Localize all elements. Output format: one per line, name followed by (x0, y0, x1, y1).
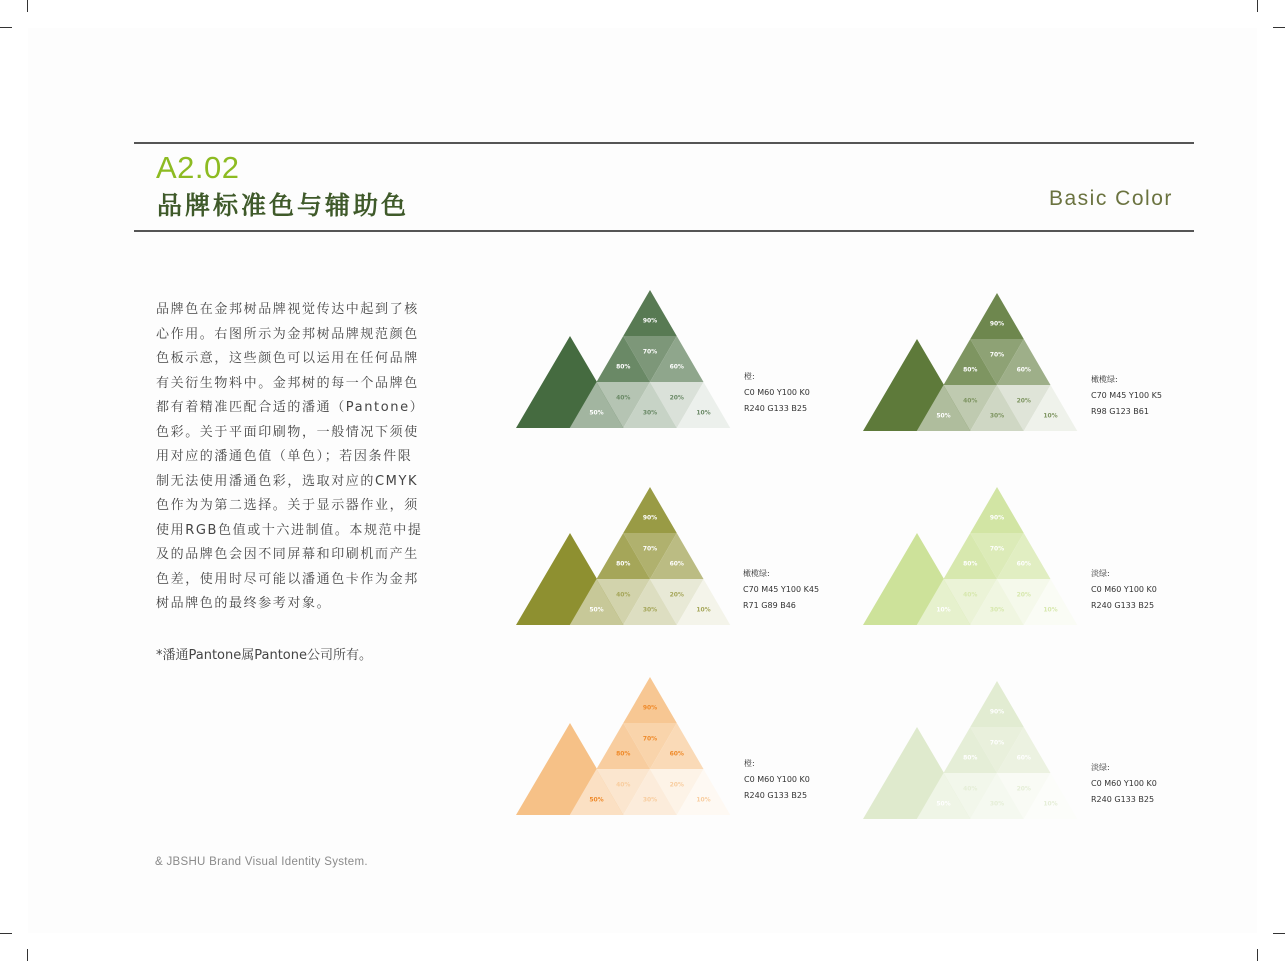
swatch-cmyk: C0 M60 Y100 K0 (744, 775, 810, 784)
tint-pyramid-graphic (516, 677, 736, 817)
swatch-name: 橙: (744, 372, 755, 381)
tint-percentage-label: 60% (1016, 560, 1031, 568)
tint-percentage-label: 40% (616, 394, 631, 402)
tint-percentage-label: 90% (989, 708, 1005, 716)
swatch-name: 淡绿: (1091, 763, 1110, 772)
tint-pyramid-graphic (516, 487, 736, 627)
tint-percentage-label: 90% (989, 514, 1005, 522)
crop-mark (1273, 27, 1285, 28)
swatch-rgb: R98 G123 B61 (1091, 407, 1149, 416)
tint-percentage-label: 30% (989, 800, 1005, 808)
tint-percentage-label: 30% (642, 606, 658, 614)
color-swatch-pale-green (863, 681, 1223, 841)
header-bottom-rule (134, 230, 1194, 232)
tint-percentage-label: 10% (696, 606, 711, 614)
tint-percentage-label: 10% (1043, 606, 1058, 614)
swatch-rgb: R240 G133 B25 (744, 791, 808, 800)
crop-mark (1273, 933, 1285, 934)
swatch-cmyk: C0 M60 Y100 K0 (1091, 585, 1157, 594)
tint-percentage-label: 10% (1043, 800, 1058, 808)
tint-tile (970, 681, 1024, 727)
tint-percentage-label: 90% (642, 317, 658, 325)
tint-percentage-label: 50% (589, 606, 604, 614)
crop-mark (0, 27, 12, 28)
tint-percentage-label: 30% (989, 412, 1005, 420)
tint-percentage-label: 60% (669, 363, 684, 371)
tint-percentage-label: 10% (696, 796, 711, 804)
tint-percentage-label: 40% (616, 781, 631, 789)
tint-percentage-label: 50% (936, 800, 951, 808)
tint-percentage-label: 70% (642, 545, 658, 553)
tint-percentage-label: 80% (616, 750, 631, 758)
tint-percentage-label: 30% (989, 606, 1005, 614)
swatch-name: 橄榄绿: (1091, 375, 1118, 384)
tint-percentage-label: 80% (616, 560, 631, 568)
crop-mark (27, 949, 28, 961)
tint-percentage-label: 70% (989, 545, 1005, 553)
swatch-name: 淡绿: (1091, 569, 1110, 578)
swatch-cmyk: C70 M45 Y100 K5 (1091, 391, 1162, 400)
tint-percentage-label: 90% (989, 320, 1005, 328)
swatch-rgb: R240 G133 B25 (744, 404, 808, 413)
tint-percentage-label: 20% (1016, 397, 1031, 405)
tint-tile (623, 487, 677, 533)
tint-tile (623, 290, 677, 336)
page-title: 品牌标准色与辅助色 (157, 191, 410, 220)
crop-mark (1257, 0, 1258, 12)
tint-pyramid-graphic (863, 487, 1083, 627)
tint-percentage-label: 20% (1016, 785, 1031, 793)
tint-percentage-label: 60% (1016, 754, 1031, 762)
color-swatch-orange (516, 677, 876, 837)
tint-percentage-label: 90% (642, 514, 658, 522)
tint-tile (970, 293, 1024, 339)
tint-percentage-label: 50% (589, 796, 604, 804)
crop-mark (1257, 949, 1258, 961)
tint-percentage-label: 20% (669, 781, 684, 789)
tint-percentage-label: 10% (936, 606, 951, 614)
swatch-info (744, 756, 810, 804)
swatch-info (1091, 760, 1157, 808)
color-swatch-light-green (863, 487, 1223, 647)
swatch-cmyk: C0 M60 Y100 K0 (1091, 779, 1157, 788)
tint-percentage-label: 80% (616, 363, 631, 371)
swatch-cmyk: C70 M45 Y100 K45 (743, 585, 820, 594)
section-code: A2.02 (156, 150, 240, 185)
tint-percentage-label: 50% (936, 412, 951, 420)
tint-percentage-label: 60% (669, 560, 684, 568)
swatch-name: 橙: (744, 759, 755, 768)
tint-pyramid-graphic (516, 290, 736, 430)
swatch-name: 橄榄绿: (743, 569, 770, 578)
tint-pyramid-graphic (863, 293, 1083, 433)
page-subtitle-en: Basic Color (1049, 187, 1173, 210)
tint-percentage-label: 40% (616, 591, 631, 599)
tint-tile (623, 677, 677, 723)
swatch-info (1091, 372, 1162, 420)
tint-percentage-label: 40% (963, 591, 978, 599)
tint-percentage-label: 80% (963, 366, 978, 374)
body-paragraph: 品牌色在金邦树品牌视觉传达中起到了核心作用。右图所示为金邦树品牌规范颜色色板示意，这些颜色可以运用在任何品牌有关衍生物料中。金邦树的每一个品牌色都有着精准匹配合适的潘通（Pantone）色彩。关于平面印刷物，一般情况下须使用对应的潘通色值（单色）；若因条件限制无法使用潘通色彩，选取对应的CMYK色作为为第二选择。关于显示器作业，须使用RGB色值或十六进制值。本规范中提及的品牌色会因不同屏幕和印刷机而产生色差，使用时尽可能以潘通色卡作为金邦树品牌色的最终参考对象。 (156, 302, 425, 611)
tint-percentage-label: 70% (989, 351, 1005, 359)
tint-percentage-label: 70% (989, 739, 1005, 747)
tint-percentage-label: 80% (963, 560, 978, 568)
header-top-rule (134, 142, 1194, 144)
tint-percentage-label: 30% (642, 796, 658, 804)
tint-percentage-label: 20% (669, 591, 684, 599)
swatch-info (743, 566, 819, 614)
tint-percentage-label: 70% (642, 735, 658, 743)
crop-mark (27, 0, 28, 12)
tint-percentage-label: 10% (1043, 412, 1058, 420)
tint-percentage-label: 40% (963, 397, 978, 405)
tint-percentage-label: 60% (669, 750, 684, 758)
tint-percentage-label: 20% (1016, 591, 1031, 599)
swatch-rgb: R240 G133 B25 (1091, 795, 1155, 804)
tint-percentage-label: 80% (963, 754, 978, 762)
tint-tile (970, 487, 1024, 533)
swatch-rgb: R240 G133 B25 (1091, 601, 1155, 610)
pantone-note: *潘通Pantone属Pantone公司所有。 (156, 648, 372, 663)
tint-percentage-label: 70% (642, 348, 658, 356)
color-swatch-olive-yellow (516, 487, 876, 647)
tint-pyramid-graphic (863, 681, 1083, 821)
tint-percentage-label: 60% (1016, 366, 1031, 374)
tint-percentage-label: 50% (589, 409, 604, 417)
tint-percentage-label: 90% (642, 704, 658, 712)
tint-percentage-label: 10% (696, 409, 711, 417)
color-swatch-dark-green (516, 290, 876, 450)
tint-percentage-label: 30% (642, 409, 658, 417)
color-swatch-olive-green (863, 293, 1223, 453)
swatch-rgb: R71 G89 B46 (743, 601, 796, 610)
crop-mark (0, 933, 12, 934)
swatch-cmyk: C0 M60 Y100 K0 (744, 388, 810, 397)
tint-percentage-label: 40% (963, 785, 978, 793)
swatch-info (744, 369, 810, 417)
footer-text: & JBSHU Brand Visual Identity System. (155, 856, 368, 868)
swatch-info (1091, 566, 1157, 614)
tint-percentage-label: 20% (669, 394, 684, 402)
